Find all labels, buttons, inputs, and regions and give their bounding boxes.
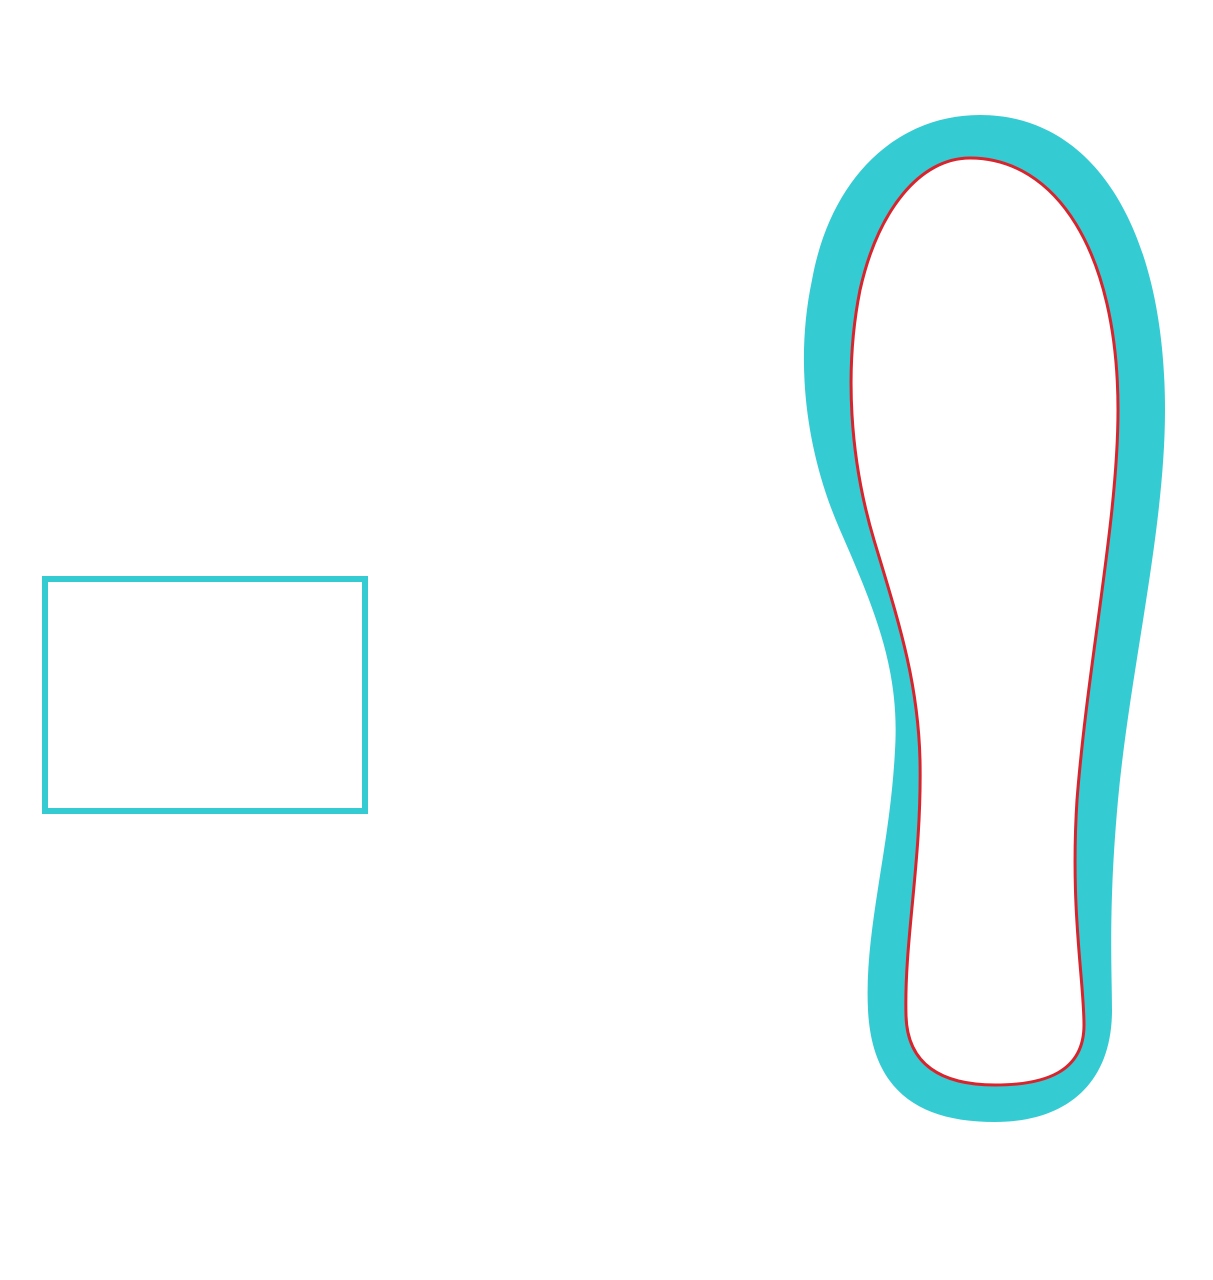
instruction-box [42, 576, 368, 814]
insole-illustration [800, 110, 1180, 1130]
